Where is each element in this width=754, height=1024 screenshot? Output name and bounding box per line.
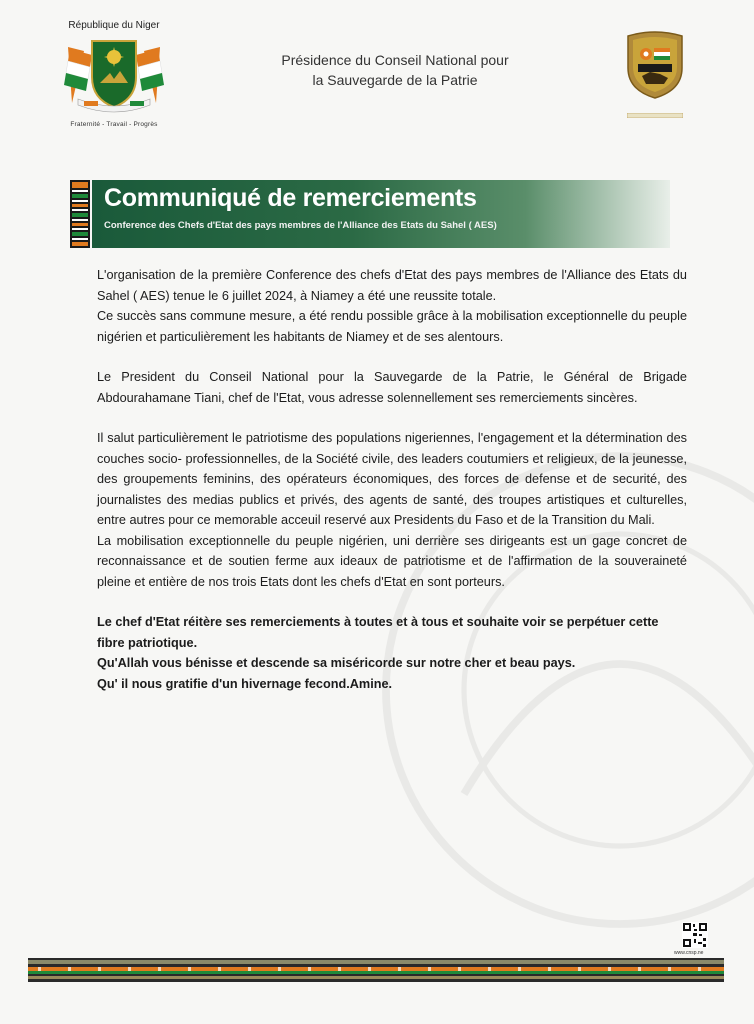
banner-pattern-strip (70, 180, 90, 248)
paragraph-line: L'organisation de la première Conference des chefs d'Etat des pays membres de l'Alliance des Etats du Sahel ( AES) tenue le 6 juillet 2024, à Niamey a été une reussite totale. (97, 268, 687, 303)
country-name: République du Niger (68, 20, 160, 31)
seal-ribbon-icon (627, 113, 683, 118)
communique-subtitle: Conference des Chefs d'Etat des pays membres de l'Alliance des Etats du Sahel ( AES) (104, 220, 497, 231)
presidency-heading (250, 50, 540, 90)
paragraph-1 (97, 265, 687, 347)
title-banner (92, 180, 670, 248)
coat-of-arms-emblem-icon (62, 33, 166, 115)
presidency-line-2: la Sauvegarde de la Patrie (312, 72, 478, 88)
communique-title: Communiqué de remerciements (104, 184, 477, 212)
cnsp-seal (624, 30, 686, 123)
communique-body (97, 265, 687, 694)
footer-pattern-band (28, 958, 724, 982)
paragraph-line: La mobilisation exceptionnelle du peuple nigérien, uni derrière ses dirigeants est un gage concret de reconnaissance et de soutien ferme aux ideaux de patriotisme et de l'affirmation de la souveraineté pleine et entière de nos trois Etats dont les chefs d'Etat en sont porteurs. (97, 533, 687, 589)
website-url: www.cnsp.ne (674, 950, 704, 956)
closing-statement (97, 612, 687, 694)
qr-code-icon (682, 922, 708, 948)
paragraph-line: Le President du Conseil National pour la Sauvegarde de la Patrie, le Général de Brigade Abdourahamane Tiani, chef de l'Etat, vous adresse solennellement ses remerciements sincères. (97, 370, 687, 405)
paragraph-3 (97, 428, 687, 592)
paragraph-2 (97, 367, 687, 408)
cnsp-seal-emblem-icon (624, 30, 686, 100)
closing-line: Qu' il nous gratifie d'un hivernage fecond.Amine. (97, 676, 393, 691)
national-motto: Fraternité - Travail - Progrès (70, 121, 158, 128)
closing-line: Le chef d'Etat réitère ses remerciements à toutes et à tous et souhaite voir se perpétuer cette fibre patriotique. (97, 615, 659, 650)
paragraph-line: Ce succès sans commune mesure, a été rendu possible grâce à la mobilisation exceptionnelle du peuple nigérien et particulièrement les habitants de Niamey et de ses alentours. (97, 309, 687, 344)
presidency-line-1: Présidence du Conseil National pour (281, 52, 509, 68)
coat-of-arms (58, 20, 170, 128)
closing-line: Qu'Allah vous bénisse et descende sa miséricorde sur notre cher et beau pays. (97, 656, 576, 670)
paragraph-line: Il salut particulièrement le patriotisme des populations nigeriennes, l'engagement et la détermination des couches socio- professionnelles, de la Société civile, des leaders coutumiers et religieux, de la jeunesse, des groupements feminins, des opérateurs économiques, des forces de defense et de securité, des journalistes des medias publics et privés, des agents de santé, des troupes artistiques et culturelles, entre autres pour ce memorable acceuil reservé aux Presidents du Faso et de la Transition du Mali. (97, 431, 687, 527)
